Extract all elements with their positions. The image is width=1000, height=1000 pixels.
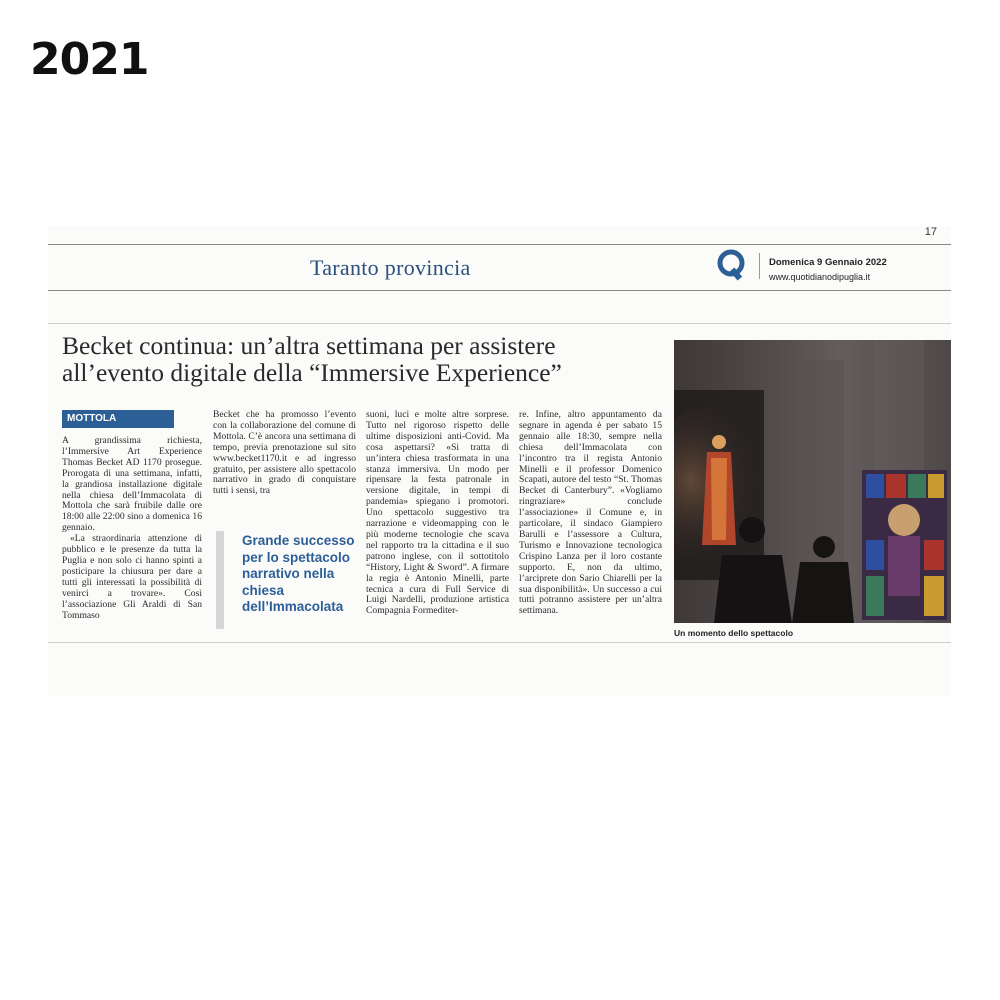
header-divider <box>759 253 760 279</box>
article-column-4 <box>519 410 662 617</box>
section-title: Taranto provincia <box>310 255 471 280</box>
newspaper-logo-icon <box>716 248 748 282</box>
paragraph: suoni, luci e molte altre sorprese. Tutto nel rigoroso rispetto delle ultime disposizioni anti-Covid. Ma cosa aspettarsi? «Si tratta di un’intera chiesa trasformata in una stanza immersiva. Un modo per ripensare la festa patronale in versione digitale, in tempi di pandemia» spiegano i promotori. Uno spettacolo suggestivo tra narrazione e videomapping con le più moderne tecnologie che scava nel rapporto tra la cittadina e il suo patrono inglese, con il sottotitolo “History, Light & Sword”. A firmare la regia è Antonio Minelli, parte tecnica a cura di Full Service di Luigi Nardelli, produzione artistica Compagnia Formediter- <box>366 409 509 617</box>
kicker-label: MOTTOLA <box>62 410 174 428</box>
year-label: 2021 <box>30 34 149 85</box>
article-bottom-rule <box>48 642 951 643</box>
article-column-2 <box>213 410 356 497</box>
headline <box>62 332 672 386</box>
issue-date: Domenica 9 Gennaio 2022 <box>769 257 887 268</box>
page-number: 17 <box>924 226 937 238</box>
newspaper-clipping <box>48 226 951 696</box>
top-rule <box>48 244 951 245</box>
pull-quote-text: Grande successo per lo spettacolo narrativo nella chiesa dell’Immacolata <box>242 533 355 614</box>
article-column-3 <box>366 410 509 617</box>
paragraph: Becket che ha promosso l’evento con la collaborazione del comune di Mottola. C’è ancora una settimana di tempo, previa prenotazione sul sito www.becket1170.it e ad ingresso gratuito, per assistere allo spettacolo narrativo in grado di conquistare tutti i sensi, tra <box>213 409 356 497</box>
article-column-1 <box>62 436 202 621</box>
photo-caption: Un momento dello spettacolo <box>674 628 794 638</box>
headline-line-1: Becket continua: un’altra settimana per assistere <box>62 331 556 360</box>
header-date-block <box>769 255 887 284</box>
pull-quote <box>216 531 361 631</box>
article-photo <box>674 340 951 623</box>
paragraph: «La straordinaria attenzione di pubblico e le presenze da tutta la Puglia e non solo ci hanno spinti a posticipare la chiusura per dare a tutti gli interessati la possibilità di venirci a trovare». Così l’associazione Gli Araldi di San Tommaso <box>62 533 202 621</box>
pull-quote-bar <box>216 531 224 629</box>
paragraph: A grandissima richiesta, l’Immersive Art Experience Thomas Becket AD 1170 prosegue. Prorogata di una settimana, infatti, la grandiosa installazione digitale nella chiesa dell’Immacolata di Mottola che sarà fruibile dalle ore 18:00 alle 22:00 sino a domenica 16 gennaio. <box>62 435 202 534</box>
article-top-rule <box>48 323 951 324</box>
church-scene-image <box>674 340 951 623</box>
paragraph: re. Infine, altro appuntamento da segnare in agenda è per sabato 15 gennaio alle 18:30, sempre nella chiesa dell’Immacolata con l’incontro tra il regista Antonio Minelli e il professor Domenico Scapati, autore del testo “St. Thomas Becket di Canterbury”. «Vogliamo ringraziare» conclude l’associazione» il Comune e, in particolare, il sindaco Giampiero Barulli e l’assessore a Cultura, Turismo e Innovazione tecnologica Crispino Lanza per il loro costante supporto. E, non da ultimo, l’arciprete don Sario Chiarelli per la sua disponibilità». Un successo a cui tutti potranno assistere per un’altra settimana. <box>519 409 662 617</box>
headline-line-2: all’evento digitale della “Immersive Experience” <box>62 358 562 387</box>
website-url: www.quotidianodipuglia.it <box>769 272 871 282</box>
header-bottom-rule <box>48 290 951 291</box>
